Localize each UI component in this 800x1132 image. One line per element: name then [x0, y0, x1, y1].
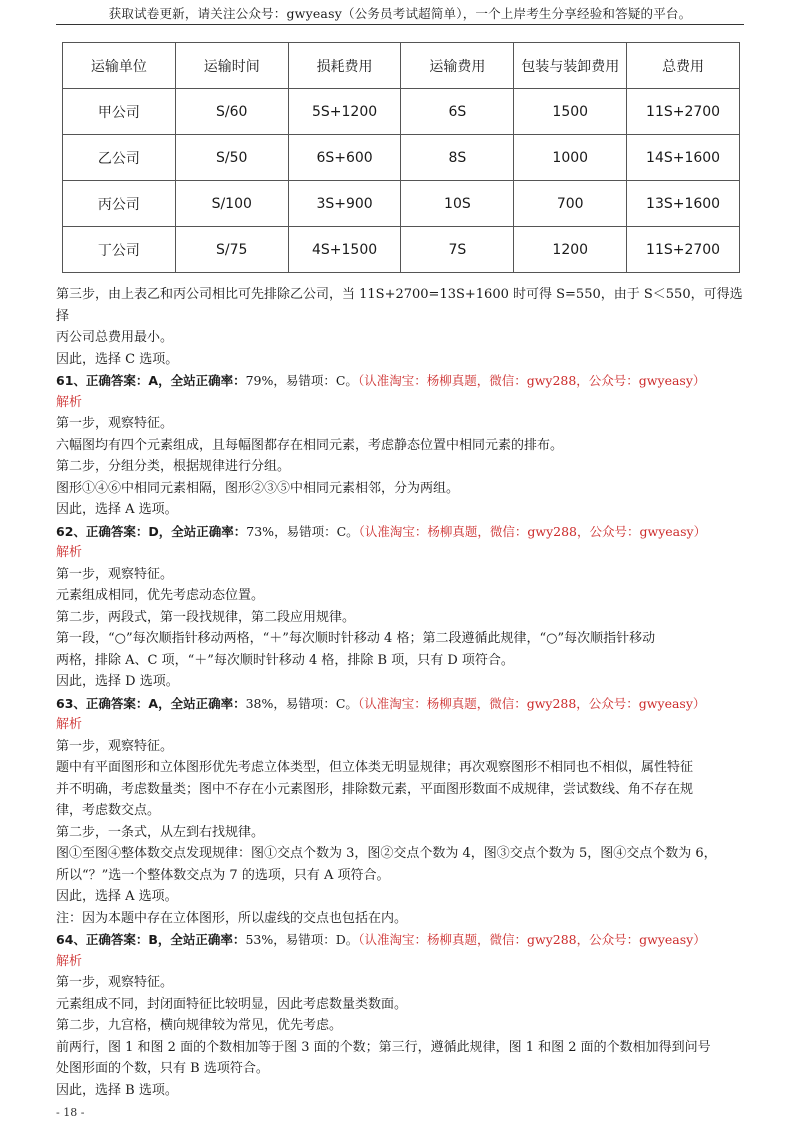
text-line: 第二步，两段式，第一段找规律，第二段应用规律。 — [56, 609, 356, 625]
text-line: 元素组成相同，优先考虑动态位置。 — [56, 588, 265, 603]
text-line: 第一段，“○”每次顺指针移动两格，“＋”每次顺时针移动 4 格；第二段遵循此规律，“○”每次顺指针移动 — [56, 631, 656, 646]
text-line: 第二步，分组分类，根据规律进行分组。 — [56, 459, 291, 474]
text-line: 第二步，一条式，从左到右找规律。 — [56, 824, 265, 840]
promo-text: （认准淘宝：杨柳真题，微信：gwy288，公众号：gwyeasy） — [358, 523, 707, 539]
promo-text: （认准淘宝：杨柳真题，微信：gwy288，公众号：gwyeasy） — [357, 373, 706, 388]
text-line: 因此，选择 C 选项。 — [56, 351, 179, 367]
table-header-cell: 运输费用 — [401, 43, 514, 89]
accuracy-rate: 73%，易错项：C。 — [246, 523, 359, 539]
answer-line — [56, 370, 746, 392]
table-cell: 4S+1500 — [288, 227, 401, 273]
answer-label: 61、正确答案：A，全站正确率： — [56, 373, 246, 388]
table-cell: 5S+1200 — [288, 89, 401, 135]
table-cell: 11S+2700 — [627, 227, 740, 273]
table-cell: 甲公司 — [63, 89, 176, 135]
answer-label: 62、正确答案：D，全站正确率： — [56, 523, 247, 539]
table-cell: 乙公司 — [63, 135, 176, 181]
solution-content — [56, 284, 746, 1101]
question-block — [56, 929, 746, 1101]
table-header-cell: 运输单位 — [63, 43, 176, 89]
answer-line — [56, 521, 746, 543]
answer-line — [56, 929, 746, 951]
text-line: 因此，选择 A 选项。 — [56, 502, 178, 517]
analysis-heading: 解析 — [56, 394, 83, 410]
table-row — [63, 135, 740, 181]
question-block — [56, 370, 746, 521]
table-cell: S/75 — [175, 227, 288, 273]
table-header-row — [63, 43, 740, 89]
text-line: 图①至图④整体数交点发现规律：图①交点个数为 3，图②交点个数为 4，图③交点个数为 5，图④交点个数为 6， — [56, 846, 717, 861]
promo-text: （认准淘宝：杨柳真题，微信：gwy288，公众号：gwyeasy） — [357, 695, 706, 711]
table-cell: 1500 — [514, 89, 627, 135]
table-cell: 1200 — [514, 227, 627, 273]
table-header-cell: 包装与装卸费用 — [514, 43, 627, 89]
table-header-cell: 总费用 — [627, 43, 740, 89]
text-line: 题中有平面图形和立体图形优先考虑立体类型，但立体类无明显规律；再次观察图形不相同也不相似，属性特征 — [56, 760, 694, 775]
table-cell: 丙公司 — [63, 181, 176, 227]
table-cell: 8S — [401, 135, 514, 181]
text-line: 因此，选择 A 选项。 — [56, 889, 178, 904]
question-block — [56, 693, 746, 930]
answer-label: 64、正确答案：B，全站正确率： — [56, 932, 246, 947]
question-block — [56, 521, 746, 693]
table-row — [63, 227, 740, 273]
table-cell: 700 — [514, 181, 627, 227]
accuracy-rate: 53%，易错项：D。 — [245, 932, 359, 947]
text-line: 因此，选择 B 选项。 — [56, 1082, 178, 1098]
text-line: 第一步，观察特征。 — [56, 566, 174, 582]
text-line: 第三步，由上表乙和丙公司相比可先排除乙公司，当 11S+2700=13S+1600 时可得 S=550，由于 S＜550，可得选择 — [56, 287, 743, 324]
page-header: 获取试卷更新，请关注公众号：gwyeasy（公务员考试超简单），一个上岸考生分享经验和答疑的平台。 — [108, 6, 692, 21]
text-line: 前两行，图 1 和图 2 面的个数相加等于图 3 面的个数；第三行，遵循此规律，图 1 和图 2 面的个数相加得到问号 — [56, 1039, 711, 1055]
table-row — [63, 181, 740, 227]
text-line: 元素组成不同，封闭面特征比较明显，因此考虑数量类数面。 — [56, 996, 408, 1012]
table-row — [63, 89, 740, 135]
page-number: - 18 - — [56, 1106, 85, 1119]
table-cell: S/100 — [175, 181, 288, 227]
analysis-heading: 解析 — [56, 953, 83, 969]
table-cell: 1000 — [514, 135, 627, 181]
cost-table — [62, 42, 740, 273]
table-cell: 10S — [401, 181, 514, 227]
text-line: 并不明确，考虑数量类；图中不存在小元素图形，排除数元素，平面图形数面不成规律，尝试数线、角不存在规 — [56, 781, 694, 797]
text-line: 六幅图均有四个元素组成，且每幅图都存在相同元素，考虑静态位置中相同元素的排布。 — [56, 437, 564, 453]
table-cell: 7S — [401, 227, 514, 273]
accuracy-rate: 38%，易错项：C。 — [245, 695, 358, 711]
text-line: 第一步，观察特征。 — [56, 738, 174, 754]
promo-text: （认准淘宝：杨柳真题，微信：gwy288，公众号：gwyeasy） — [358, 932, 706, 947]
accuracy-rate: 79%，易错项：C。 — [245, 373, 358, 388]
text-line: 处图形面的个数，只有 B 选项符合。 — [56, 1061, 269, 1076]
answer-label: 63、正确答案：A，全站正确率： — [56, 695, 246, 711]
text-line: 因此，选择 D 选项。 — [56, 674, 179, 689]
analysis-heading: 解析 — [56, 717, 83, 732]
answer-line — [56, 693, 746, 715]
table-cell: 丁公司 — [63, 227, 176, 273]
step3-intro — [56, 284, 746, 370]
question-list — [56, 370, 746, 1101]
text-line: 第二步，九宫格，横向规律较为常见，优先考虑。 — [56, 1018, 343, 1033]
text-line: 第一步，观察特征。 — [56, 416, 174, 431]
text-line: 律，考虑数交点。 — [56, 803, 161, 818]
table-header-cell: 损耗费用 — [288, 43, 401, 89]
table-cell: 13S+1600 — [627, 181, 740, 227]
analysis-heading: 解析 — [56, 545, 83, 560]
text-line: 所以“？”选一个整体数交点为 7 的选项，只有 A 项符合。 — [56, 867, 390, 883]
table-cell: 14S+1600 — [627, 135, 740, 181]
table-cell: 3S+900 — [288, 181, 401, 227]
header-rule — [56, 24, 744, 25]
table-cell: 6S — [401, 89, 514, 135]
table-cell: 11S+2700 — [627, 89, 740, 135]
text-line: 图形①④⑥中相同元素相隔，图形②③⑤中相同元素相邻，分为两组。 — [56, 480, 460, 496]
text-line: 注：因为本题中存在立体图形，所以虚线的交点也包括在内。 — [56, 910, 408, 926]
table-cell: S/50 — [175, 135, 288, 181]
table-cell: 6S+600 — [288, 135, 401, 181]
text-line: 丙公司总费用最小。 — [56, 330, 174, 345]
text-line: 两格，排除 A、C 项，“＋”每次顺时针移动 4 格，排除 B 项，只有 D 项符合。 — [56, 652, 514, 668]
text-line: 第一步，观察特征。 — [56, 975, 174, 990]
table-cell: S/60 — [175, 89, 288, 135]
table-header-cell: 运输时间 — [175, 43, 288, 89]
